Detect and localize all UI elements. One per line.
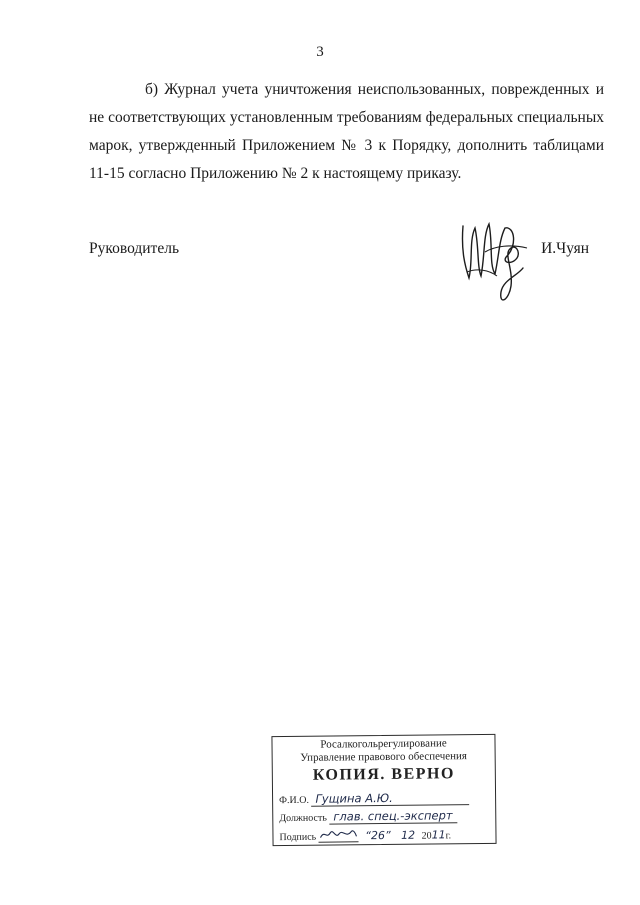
- stamp-signature-label: Подпись: [279, 831, 317, 844]
- stamp-date-day: “26”: [365, 828, 391, 843]
- signer-name: И.Чуян: [541, 240, 589, 257]
- stamp-date-year-prefix: 20: [421, 830, 432, 842]
- signer-role: Руководитель: [89, 240, 180, 257]
- stamp-organization: Росалкогольрегулирование: [320, 737, 447, 751]
- stamp-position-label: Должность: [279, 812, 327, 825]
- stamp-fio-row: [279, 790, 469, 807]
- stamp-title: КОПИЯ. ВЕРНО: [312, 765, 455, 784]
- stamp-year-abbr: г.: [445, 830, 452, 842]
- certification-stamp: [271, 734, 496, 846]
- page-number: 3: [316, 44, 324, 60]
- stamp-date-year-suffix: 11: [431, 828, 446, 842]
- handwritten-signature: [455, 206, 545, 316]
- stamp-date-month: 12: [401, 828, 416, 842]
- stamp-fio-label: Ф.И.О.: [279, 794, 310, 807]
- stamp-signature-mark: [319, 827, 359, 842]
- stamp-position-row: [279, 808, 457, 825]
- signature-block: [89, 236, 589, 316]
- stamp-position-value: глав. спец.-эксперт: [329, 808, 457, 824]
- body-paragraph: б) Журнал учета уничтожения неиспользованных, поврежденных и не соответствующих установленным требованиям федеральных специальных марок, утвержденный Приложением № 3 к Порядку, дополнить таблицами 11-15 согласно Приложению № 2 к настоящему приказу.: [89, 81, 604, 182]
- stamp-signature-row: [279, 826, 451, 843]
- stamp-fio-value: Гущина А.Ю.: [311, 790, 469, 807]
- stamp-department: Управление правового обеспечения: [300, 750, 468, 764]
